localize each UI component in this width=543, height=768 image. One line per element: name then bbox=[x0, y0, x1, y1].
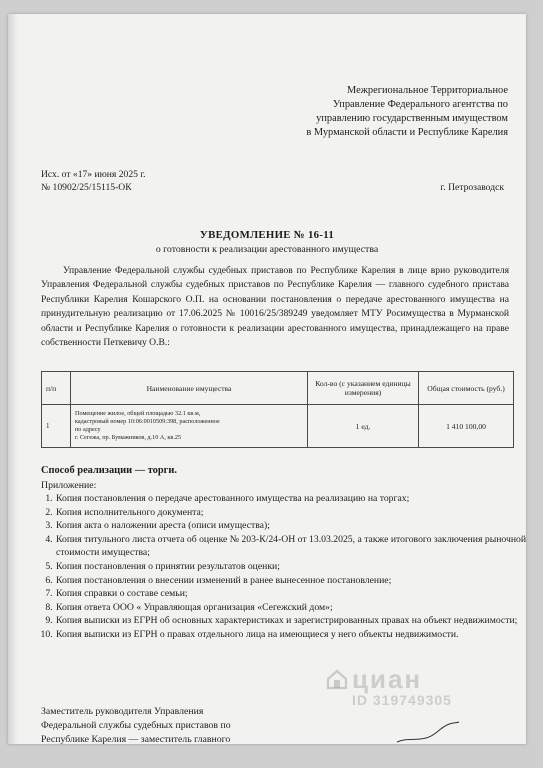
document-page bbox=[8, 14, 526, 744]
watermark-id: ID 319749305 bbox=[352, 692, 452, 708]
appendix-label: Приложение: bbox=[41, 480, 97, 491]
list-item: 3. Копия акта о наложении ареста (описи имущества); bbox=[55, 519, 526, 533]
attachments-list bbox=[38, 492, 526, 642]
recipient-line: в Мурманской области и Республике Карелия bbox=[306, 127, 508, 138]
description-line: кадастровый номер 10:06:0010509:398, расположенное bbox=[75, 417, 220, 425]
description-line: Помещение жилое, общей площадью 32.1 кв.м, bbox=[75, 409, 201, 417]
property-quantity: 1 ед. bbox=[308, 405, 419, 448]
property-table bbox=[41, 371, 514, 448]
list-item: 5. Копия постановления о принятии результатов оценки; bbox=[55, 560, 526, 574]
signature-line: Заместитель руководителя Управления bbox=[41, 706, 204, 717]
column-header-price: Общая стоимость (руб.) bbox=[419, 372, 514, 405]
signature-line: Федеральной службы судебных приставов по bbox=[41, 720, 231, 731]
city: г. Петрозаводск bbox=[440, 182, 504, 193]
sale-method: Способ реализации — торги. bbox=[41, 465, 177, 476]
signature-line: Республике Карелия — заместитель главного bbox=[41, 734, 231, 744]
column-header-name: Наименование имущества bbox=[71, 372, 308, 405]
document-subtitle: о готовности к реализации арестованного имущества bbox=[155, 244, 379, 255]
list-item: 9. Копия выписки из ЕГРН об основных характеристиках и зарегистрированных правах на объект недвижимости; bbox=[55, 614, 526, 628]
description-line: г. Сегежа, пр. Бумажников, д.10 А, кв.25 bbox=[75, 434, 182, 442]
watermark-brand: циан bbox=[352, 664, 423, 694]
description-line: по адресу bbox=[75, 426, 101, 433]
list-item: 7. Копия справки о составе семьи; bbox=[55, 587, 526, 601]
reference-number: № 10902/25/15115-ОК bbox=[41, 182, 132, 193]
list-item: 8. Копия ответа ООО « Управляющая организация «Сегежский дом»; bbox=[55, 601, 526, 615]
table-row bbox=[42, 405, 514, 448]
list-item: 1. Копия постановления о передаче арестованного имущества на реализацию на торгах; bbox=[55, 492, 526, 506]
recipient-line: Межрегиональное Территориальное bbox=[347, 85, 508, 96]
list-item: 4. Копия титульного листа отчета об оценке № 203-К/24-ОН от 13.03.2025, а также итогового заключения рыночной стоимости имущества; bbox=[55, 533, 526, 560]
body-paragraph: Управление Федеральной службы судебных приставов по Республике Карелия в лице врио руководителя Управления Федеральной службы судебных приставов по Республике Карелия — главного судебного пристава Республики Карелия Кошарского О.П. на основании постановления о передаче арестованного имущества на принудительную реализацию от 17.06.2025 № 10016/25/389249 уведомляет МТУ Росимущества в Мурманской области и Республике Карелия о готовности к реализации арестованного имущества, принадлежащего на праве собственности Петкевичу О.В.: bbox=[41, 265, 509, 349]
list-item: 2. Копия исполнительного документа; bbox=[55, 506, 526, 520]
recipient-line: управлению государственным имуществом bbox=[316, 113, 508, 124]
outgoing-reference bbox=[41, 168, 146, 194]
reference-date: Исх. от «17» июня 2025 г. bbox=[41, 169, 146, 180]
column-header-quantity: Кол-во (с указанием единицы измерения) bbox=[308, 372, 419, 405]
list-item: 6. Копия постановления о внесении изменений в ранее вынесенное постановление; bbox=[55, 574, 526, 588]
recipient-block bbox=[270, 84, 508, 140]
column-header-number: п/п bbox=[42, 372, 71, 405]
signature-stroke bbox=[393, 718, 463, 744]
signature-block bbox=[41, 705, 301, 744]
list-item: 10. Копия выписки из ЕГРН о правах отдельного лица на имеющиеся у него объекты недвижимости. bbox=[55, 628, 526, 642]
property-description bbox=[71, 405, 308, 448]
property-price: 1 410 100,00 bbox=[419, 405, 514, 448]
table-header-row bbox=[42, 372, 514, 405]
document-title: УВЕДОМЛЕНИЕ № 16-11 bbox=[199, 229, 335, 241]
scan-edge-shadow bbox=[8, 14, 18, 744]
cian-house-icon bbox=[326, 668, 348, 690]
row-number: 1 bbox=[42, 405, 71, 448]
recipient-line: Управление Федерального агентства по bbox=[332, 99, 508, 110]
